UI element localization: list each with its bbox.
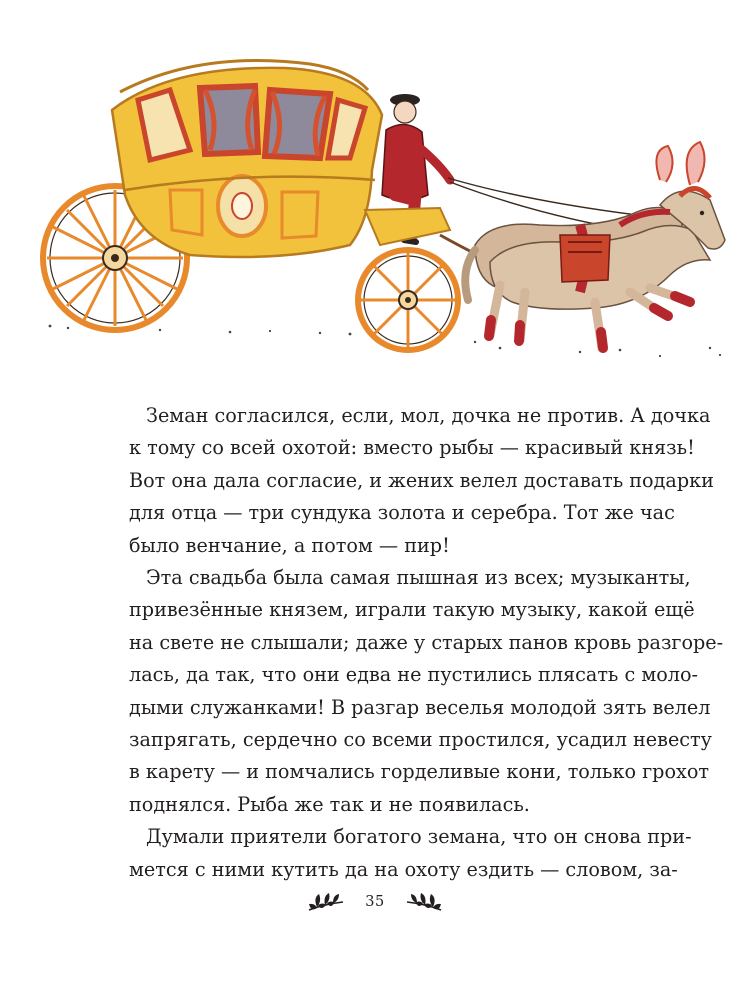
page-footer bbox=[0, 892, 750, 912]
paragraph bbox=[129, 562, 724, 821]
text-line: лась, да так, что они едва не пустились плясать с моло- bbox=[129, 663, 699, 687]
laurel-right-icon bbox=[405, 892, 443, 912]
text-line: было венчание, а потом — пир! bbox=[129, 533, 450, 557]
text-line: Думали приятели богатого земана, что он снова при- bbox=[146, 825, 692, 849]
text-line: Эта свадьба была самая пышная из всех; музыканты, bbox=[146, 566, 691, 590]
text-line: дыми служанками! В разгар веселья молодой зять велел bbox=[129, 695, 711, 719]
page-number: 35 bbox=[365, 894, 385, 910]
horses bbox=[465, 142, 725, 348]
body-text bbox=[129, 400, 724, 886]
text-line: Вот она дала согласие, и жених велел доставать подарки bbox=[129, 468, 714, 492]
carriage-illustration bbox=[20, 30, 740, 375]
front-wheel bbox=[358, 250, 458, 350]
ground-marks bbox=[49, 325, 722, 358]
text-line: в карету — и помчались горделивые кони, только грохот bbox=[129, 760, 710, 784]
text-line: для отца — три сундука золота и серебра. Тот же час bbox=[129, 501, 675, 525]
text-line: поднялся. Рыба же так и не появилась. bbox=[129, 792, 530, 816]
text-line: Земан согласился, если, мол, дочка не против. А дочка bbox=[146, 404, 711, 427]
text-line: привезённые князем, играли такую музыку, какой ещё bbox=[129, 598, 695, 622]
text-line: к тому со всей охотой: вместо рыбы — красивый князь! bbox=[129, 436, 695, 460]
text-line: мется с ними кутить да на охоту ездить — словом, за- bbox=[129, 857, 678, 881]
carriage-body bbox=[112, 61, 382, 258]
paragraph bbox=[129, 400, 714, 562]
text-line: запрягать, сердечно со всеми простился, усадил невесту bbox=[129, 728, 712, 752]
text-line: на свете не слышали; даже у старых панов кровь разгоре- bbox=[129, 630, 724, 654]
paragraph bbox=[129, 821, 692, 886]
laurel-left-icon bbox=[307, 892, 345, 912]
